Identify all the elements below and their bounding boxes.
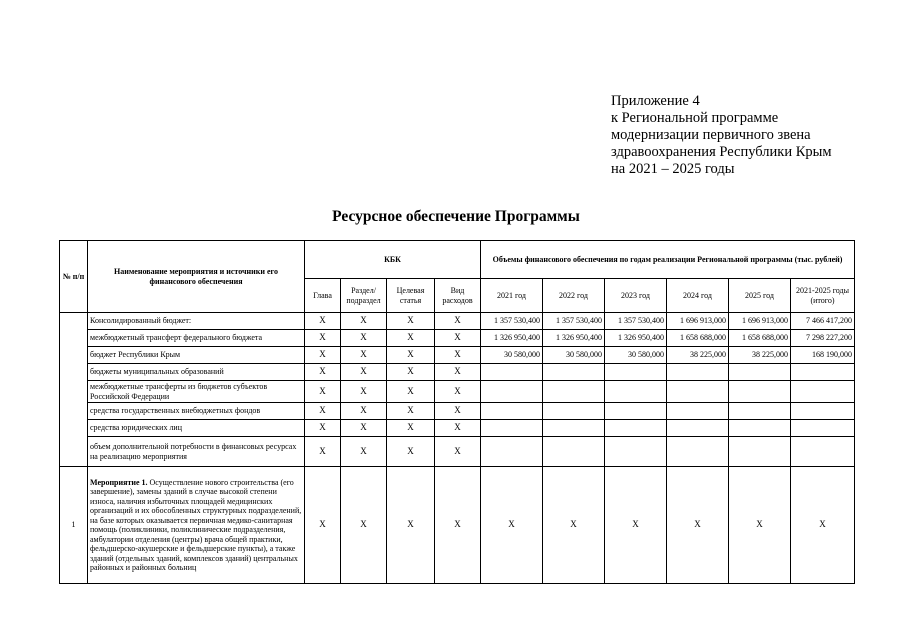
value-cell: 38 225,000 — [667, 347, 729, 364]
appendix-line: здравоохранения Республики Крым — [611, 144, 832, 160]
value-cell: X — [481, 467, 543, 584]
kbk-cell: X — [341, 467, 387, 584]
value-cell — [481, 364, 543, 381]
kbk-cell: X — [341, 313, 387, 330]
header-kbk-col: Вид расходов — [435, 279, 481, 313]
source-name: Консолидированный бюджет: — [88, 313, 305, 330]
source-name: бюджет Республики Крым — [88, 347, 305, 364]
value-cell — [481, 437, 543, 467]
value-cell: 1 326 950,400 — [543, 330, 605, 347]
value-cell: 1 326 950,400 — [605, 330, 667, 347]
kbk-cell: X — [341, 437, 387, 467]
appendix-note — [611, 93, 881, 178]
document-title-text: Ресурсное обеспечение Программы — [332, 208, 580, 225]
source-name: средства государственных внебюджетных фондов — [88, 403, 305, 420]
kbk-cell: X — [341, 347, 387, 364]
appendix-line: Приложение 4 — [611, 93, 700, 109]
source-name: межбюджетный трансферт федерального бюджета — [88, 330, 305, 347]
value-cell — [605, 420, 667, 437]
value-cell — [605, 381, 667, 403]
value-cell — [667, 437, 729, 467]
value-cell: X — [791, 467, 855, 584]
value-cell — [605, 403, 667, 420]
header-year: 2023 год — [605, 279, 667, 313]
header-volumes: Объемы финансового обеспечения по годам реализации Региональной программы (тыс. рублей) — [481, 241, 855, 279]
table-row — [60, 420, 855, 437]
kbk-cell: X — [435, 420, 481, 437]
table-row — [60, 330, 855, 347]
kbk-cell: X — [305, 330, 341, 347]
appendix-line: модернизации первичного звена — [611, 127, 811, 143]
kbk-cell: X — [387, 403, 435, 420]
kbk-cell: X — [387, 437, 435, 467]
appendix-line: к Региональной программе — [611, 110, 779, 126]
value-cell — [605, 437, 667, 467]
resource-table — [59, 240, 855, 584]
kbk-cell: X — [387, 467, 435, 584]
kbk-cell: X — [387, 330, 435, 347]
value-cell: 1 696 913,000 — [729, 313, 791, 330]
value-cell: 7 466 417,200 — [791, 313, 855, 330]
kbk-cell: X — [305, 467, 341, 584]
header-name: Наименование мероприятия и источники его финансового обеспечения — [88, 241, 305, 313]
value-cell — [729, 437, 791, 467]
value-cell: 30 580,000 — [543, 347, 605, 364]
header-year: 2021-2025 годы (итого) — [791, 279, 855, 313]
value-cell: 1 696 913,000 — [667, 313, 729, 330]
kbk-cell: X — [435, 437, 481, 467]
activity-description — [88, 467, 305, 584]
kbk-cell: X — [305, 403, 341, 420]
table-row — [60, 347, 855, 364]
value-cell — [791, 437, 855, 467]
header-kbk: КБК — [305, 241, 481, 279]
activity-row — [60, 467, 855, 584]
header-num: № п/п — [60, 241, 88, 313]
header-kbk-col: Целевая статья — [387, 279, 435, 313]
value-cell — [667, 420, 729, 437]
activity-title: Мероприятие 1. — [90, 477, 148, 487]
table-body — [60, 313, 855, 584]
value-cell — [667, 381, 729, 403]
header-kbk-col: Раздел/ подраздел — [341, 279, 387, 313]
kbk-cell: X — [435, 313, 481, 330]
kbk-cell: X — [341, 403, 387, 420]
kbk-cell: X — [305, 364, 341, 381]
kbk-cell: X — [387, 364, 435, 381]
source-name: бюджеты муниципальных образований — [88, 364, 305, 381]
header-year: 2022 год — [543, 279, 605, 313]
value-cell — [481, 420, 543, 437]
header-kbk-col: Глава — [305, 279, 341, 313]
value-cell: X — [543, 467, 605, 584]
value-cell: X — [605, 467, 667, 584]
kbk-cell: X — [305, 437, 341, 467]
activity-text: Осуществление нового строительства (его завершение), замены зданий в случае высокой степени износа, наличия избыточных площадей медицинских организаций и их обособленных структурных подразделений, на базе которых оказывается первичная медико-санитарная помощь (поликлиники, поликлинические подразделения, амбулатории отделения (центры) врача общей практики, фельдшерско-акушерские и фельдшерские пункты), а также зданий (отдельных зданий, комплексов зданий) центральных районных и районных больниц — [90, 477, 302, 572]
kbk-cell: X — [387, 381, 435, 403]
kbk-cell: X — [387, 347, 435, 364]
value-cell — [543, 420, 605, 437]
value-cell: 1 658 688,000 — [729, 330, 791, 347]
value-cell — [791, 364, 855, 381]
header-year: 2024 год — [667, 279, 729, 313]
row-number-cell — [60, 313, 88, 467]
value-cell: 30 580,000 — [605, 347, 667, 364]
table-row — [60, 437, 855, 467]
table-row — [60, 403, 855, 420]
kbk-cell: X — [435, 467, 481, 584]
kbk-cell: X — [341, 420, 387, 437]
kbk-cell: X — [305, 420, 341, 437]
value-cell — [791, 381, 855, 403]
document-title — [0, 208, 904, 226]
kbk-cell: X — [387, 420, 435, 437]
table-row — [60, 313, 855, 330]
value-cell — [729, 403, 791, 420]
table-row — [60, 364, 855, 381]
value-cell: 7 298 227,200 — [791, 330, 855, 347]
value-cell — [543, 403, 605, 420]
kbk-cell: X — [305, 381, 341, 403]
source-name: средства юридических лиц — [88, 420, 305, 437]
value-cell — [791, 420, 855, 437]
kbk-cell: X — [305, 313, 341, 330]
appendix-line: на 2021 – 2025 годы — [611, 161, 735, 177]
activity-number: 1 — [60, 467, 88, 584]
value-cell — [543, 437, 605, 467]
value-cell: 1 326 950,400 — [481, 330, 543, 347]
header-year: 2021 год — [481, 279, 543, 313]
value-cell: 168 190,000 — [791, 347, 855, 364]
value-cell: 1 357 530,400 — [605, 313, 667, 330]
value-cell — [729, 364, 791, 381]
value-cell: 1 658 688,000 — [667, 330, 729, 347]
value-cell — [667, 403, 729, 420]
value-cell — [729, 381, 791, 403]
value-cell — [605, 364, 667, 381]
value-cell — [729, 420, 791, 437]
kbk-cell: X — [435, 330, 481, 347]
value-cell — [543, 364, 605, 381]
kbk-cell: X — [435, 403, 481, 420]
kbk-cell: X — [435, 364, 481, 381]
value-cell — [481, 381, 543, 403]
value-cell: 30 580,000 — [481, 347, 543, 364]
value-cell — [481, 403, 543, 420]
table-row — [60, 381, 855, 403]
header-year: 2025 год — [729, 279, 791, 313]
value-cell — [543, 381, 605, 403]
source-name: объем дополнительной потребности в финансовых ресурсах на реализацию мероприятия — [88, 437, 305, 467]
value-cell — [667, 364, 729, 381]
value-cell — [791, 403, 855, 420]
source-name: межбюджетные трансферты из бюджетов субъектов Российской Федерации — [88, 381, 305, 403]
value-cell: X — [667, 467, 729, 584]
value-cell: X — [729, 467, 791, 584]
kbk-cell: X — [341, 381, 387, 403]
value-cell: 38 225,000 — [729, 347, 791, 364]
kbk-cell: X — [305, 347, 341, 364]
kbk-cell: X — [435, 381, 481, 403]
kbk-cell: X — [341, 330, 387, 347]
value-cell: 1 357 530,400 — [543, 313, 605, 330]
kbk-cell: X — [387, 313, 435, 330]
kbk-cell: X — [435, 347, 481, 364]
value-cell: 1 357 530,400 — [481, 313, 543, 330]
kbk-cell: X — [341, 364, 387, 381]
